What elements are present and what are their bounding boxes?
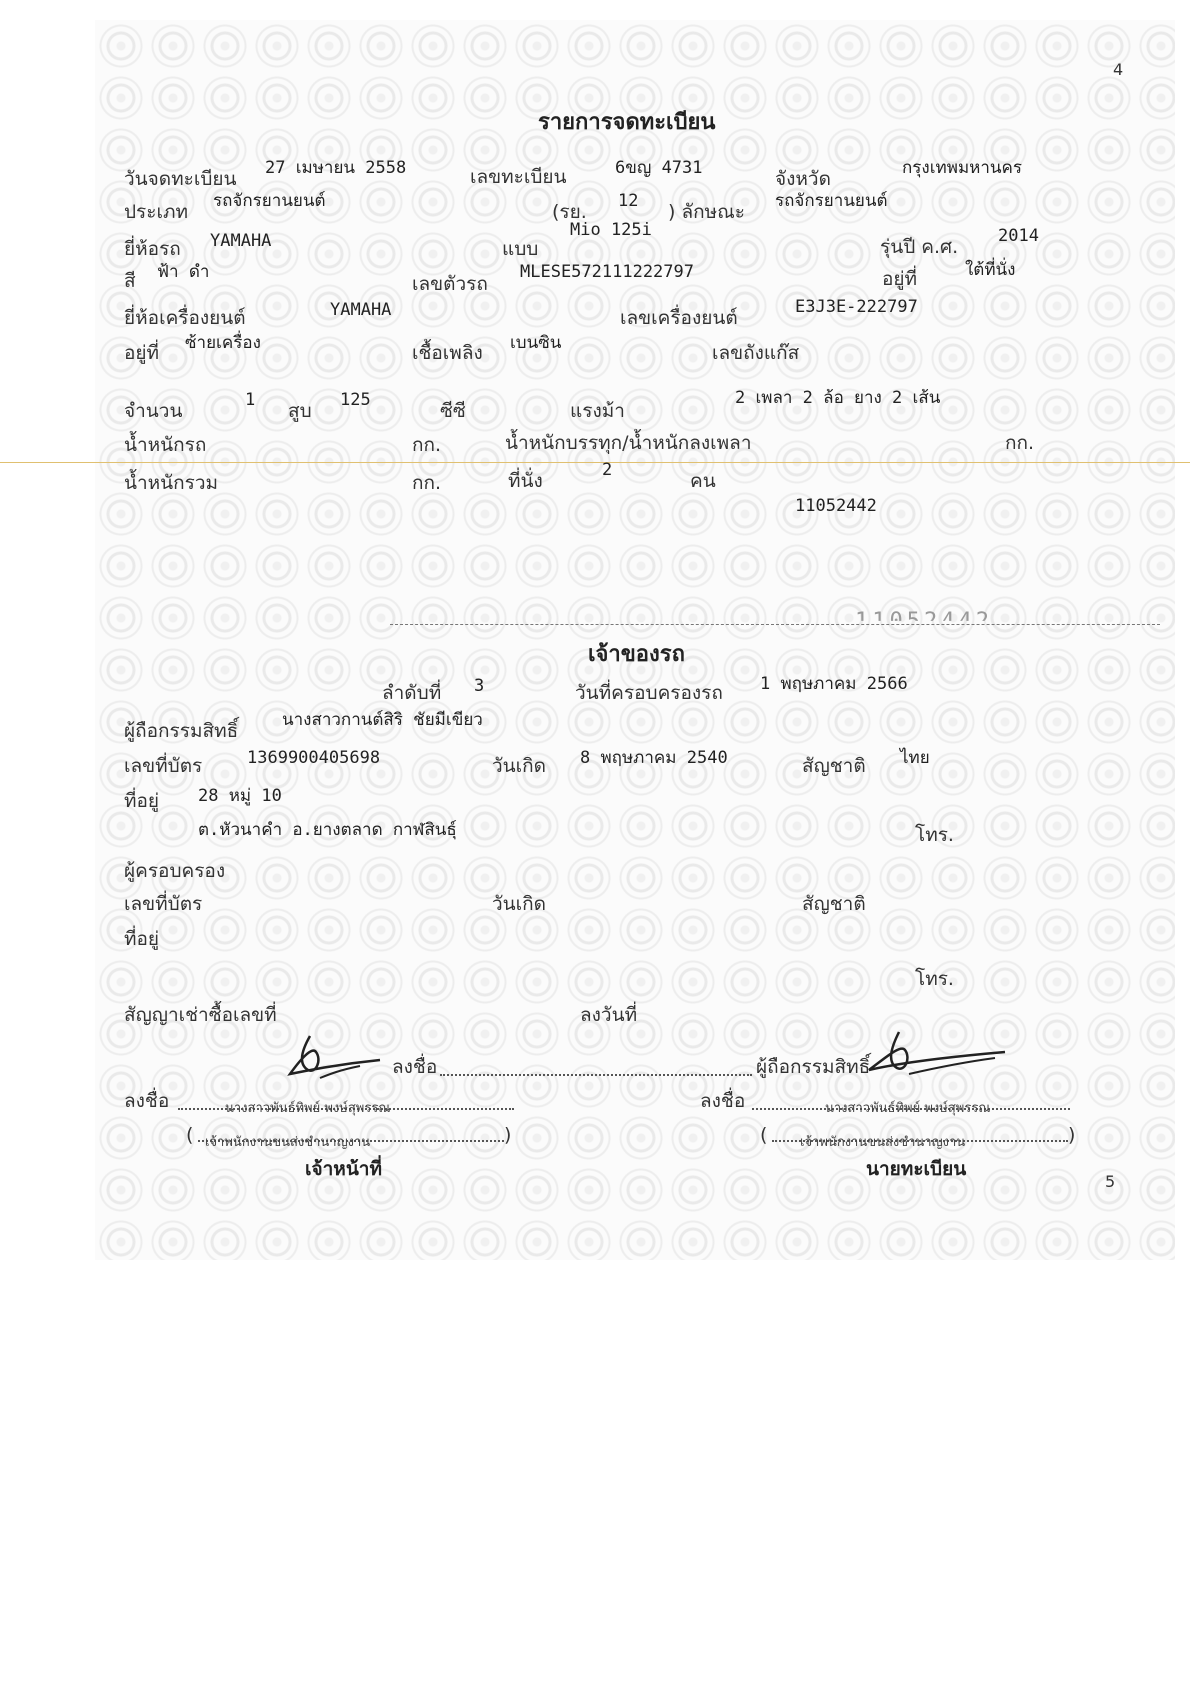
address-line-2: ต.หัวนาคำ อ.ยางตลาด กาฬสินธุ์ xyxy=(198,820,457,840)
hire-date-label: ลงวันที่ xyxy=(580,1004,638,1026)
possessor-nationality-label: สัญชาติ xyxy=(802,893,866,915)
right-official-name: นางสาวพันธ์ทิพย์ พงษ์สุพรรณ xyxy=(825,1101,991,1116)
left-official-role: เจ้าพนักงานขนส่งชำนาญงาน xyxy=(205,1135,371,1150)
left-paren-open: ( xyxy=(186,1124,194,1146)
left-paren-close: ) xyxy=(504,1124,512,1146)
owner-title: เจ้าของรถ xyxy=(588,642,685,667)
gas-tank-label: เลขถังแก๊ส xyxy=(712,342,800,364)
brand-label: ยี่ห้อรถ xyxy=(124,238,181,260)
axles-value: 2 เพลา 2 ล้อ ยาง 2 เส้น xyxy=(735,388,941,408)
order-value: 3 xyxy=(474,676,485,696)
plate-label: เลขทะเบียน xyxy=(470,166,567,188)
hp-label: แรงม้า xyxy=(570,400,625,422)
holder-role-label: ผู้ถือกรรมสิทธิ์ xyxy=(756,1056,871,1078)
left-official-title: เจ้าหน้าที่ xyxy=(305,1158,383,1180)
vin-location-label: อยู่ที่ xyxy=(882,268,918,290)
possessor-id-label: เลขที่บัตร xyxy=(124,893,203,915)
holder-sign-label: ลงชื่อ xyxy=(392,1056,438,1078)
type-value: รถจักรยานยนต์ xyxy=(213,191,326,211)
right-paren-open: ( xyxy=(760,1124,768,1146)
possessor-address-label: ที่อยู่ xyxy=(124,928,160,950)
address-label: ที่อยู่ xyxy=(124,790,160,812)
weight-kg-unit: กก. xyxy=(412,434,442,456)
seats-unit: คน xyxy=(690,470,716,492)
id-label: เลขที่บัตร xyxy=(124,755,203,777)
section-divider xyxy=(390,624,1160,625)
order-label: ลำดับที่ xyxy=(382,682,442,704)
address-line-1: 28 หมู่ 10 xyxy=(198,786,282,806)
engine-location-label: อยู่ที่ xyxy=(124,342,160,364)
total-weight-label: น้ำหนักรวม xyxy=(124,472,219,494)
cc-value: 125 xyxy=(340,390,371,410)
possessor-label: ผู้ครอบครอง xyxy=(124,860,226,882)
reg-date-value: 27 เมษายน 2558 xyxy=(265,158,407,178)
reg-date-label: วันจดทะเบียน xyxy=(124,168,237,190)
page-number-top: 4 xyxy=(1113,60,1124,79)
vin-label: เลขตัวรถ xyxy=(412,273,488,295)
load-weight-label: น้ำหนักบรรทุก/น้ำหนักลงเพลา xyxy=(505,432,752,454)
engine-no-label: เลขเครื่องยนต์ xyxy=(620,307,738,329)
dob-value: 8 พฤษภาคม 2540 xyxy=(580,748,728,768)
total-kg-unit: กก. xyxy=(412,472,442,494)
engine-no-value: E3J3E-222797 xyxy=(795,297,918,317)
ry-close-style-label: ) ลักษณะ xyxy=(668,201,745,223)
seats-value: 2 xyxy=(602,460,613,480)
color-label: สี xyxy=(124,270,136,292)
nationality-label: สัญชาติ xyxy=(802,755,866,777)
count-label: จำนวน xyxy=(124,400,183,422)
fuel-value: เบนซิน xyxy=(510,333,562,353)
type-label: ประเภท xyxy=(124,201,189,223)
registration-title: รายการจดทะเบียน xyxy=(538,110,716,135)
year-label: รุ่นปี ค.ศ. xyxy=(880,236,959,258)
right-official-title: นายทะเบียน xyxy=(866,1158,967,1180)
id-value: 1369900405698 xyxy=(247,748,381,768)
plate-value: 6ขญ 4731 xyxy=(615,158,703,178)
body-style-value: รถจักรยานยนต์ xyxy=(775,191,888,211)
cc-label: ซีซี xyxy=(440,400,466,422)
province-value: กรุงเทพมหานคร xyxy=(902,158,1023,178)
right-paren-close: ) xyxy=(1068,1124,1076,1146)
left-official-name: นางสาวพันธ์ทิพย์ พงษ์สุพรรณ xyxy=(225,1101,391,1116)
right-sign-label: ลงชื่อ xyxy=(700,1090,746,1112)
model-label: แบบ xyxy=(502,238,539,260)
ry-number: 12 xyxy=(618,191,639,211)
possessor-dob-label: วันเกิด xyxy=(492,893,546,915)
seats-label: ที่นั่ง xyxy=(508,470,543,492)
nationality-value: ไทย xyxy=(900,748,930,768)
holder-label: ผู้ถือกรรมสิทธิ์ xyxy=(124,720,239,742)
color-value: ฟ้า ดำ xyxy=(157,262,210,282)
ry-open: (รย. xyxy=(552,201,587,223)
cylinders-label: สูบ xyxy=(288,400,312,422)
tel-label: โทร. xyxy=(915,824,954,846)
fuel-label: เชื้อเพลิง xyxy=(412,342,483,364)
left-signature xyxy=(280,1030,410,1090)
vin-location-value: ใต้ที่นั่ง xyxy=(965,260,1016,280)
load-kg-unit: กก. xyxy=(1005,432,1035,454)
possession-date-label: วันที่ครอบครองรถ xyxy=(575,682,723,704)
engine-brand-label: ยี่ห้อเครื่องยนต์ xyxy=(124,307,246,329)
brand-value: YAMAHA xyxy=(210,231,272,251)
weight-label: น้ำหนักรถ xyxy=(124,434,207,456)
scan-line xyxy=(0,462,1190,463)
dob-label: วันเกิด xyxy=(492,755,546,777)
holder-name: นางสาวกานต์สิริ ชัยมีเขียว xyxy=(282,710,483,730)
engine-location-value: ซ้ายเครื่อง xyxy=(185,333,261,353)
engine-brand-value: YAMAHA xyxy=(330,300,392,320)
cylinders-value: 1 xyxy=(245,390,256,410)
holder-sign-line xyxy=(440,1074,752,1076)
possessor-tel-label: โทร. xyxy=(915,968,954,990)
province-label: จังหวัด xyxy=(775,168,831,190)
possession-date-value: 1 พฤษภาคม 2566 xyxy=(760,674,908,694)
right-signature xyxy=(855,1026,1055,1086)
vin-value: MLESE572111222797 xyxy=(520,262,694,282)
hire-purchase-label: สัญญาเช่าซื้อเลขที่ xyxy=(124,1004,277,1026)
left-sign-label: ลงชื่อ xyxy=(124,1090,170,1112)
model-value: Mio 125i xyxy=(570,220,652,240)
serial-number: 11052442 xyxy=(795,496,877,516)
year-value: 2014 xyxy=(998,226,1039,246)
right-official-role: เจ้าพนักงานขนส่งชำนาญงาน xyxy=(800,1135,966,1150)
page-number-bottom: 5 xyxy=(1105,1172,1116,1191)
